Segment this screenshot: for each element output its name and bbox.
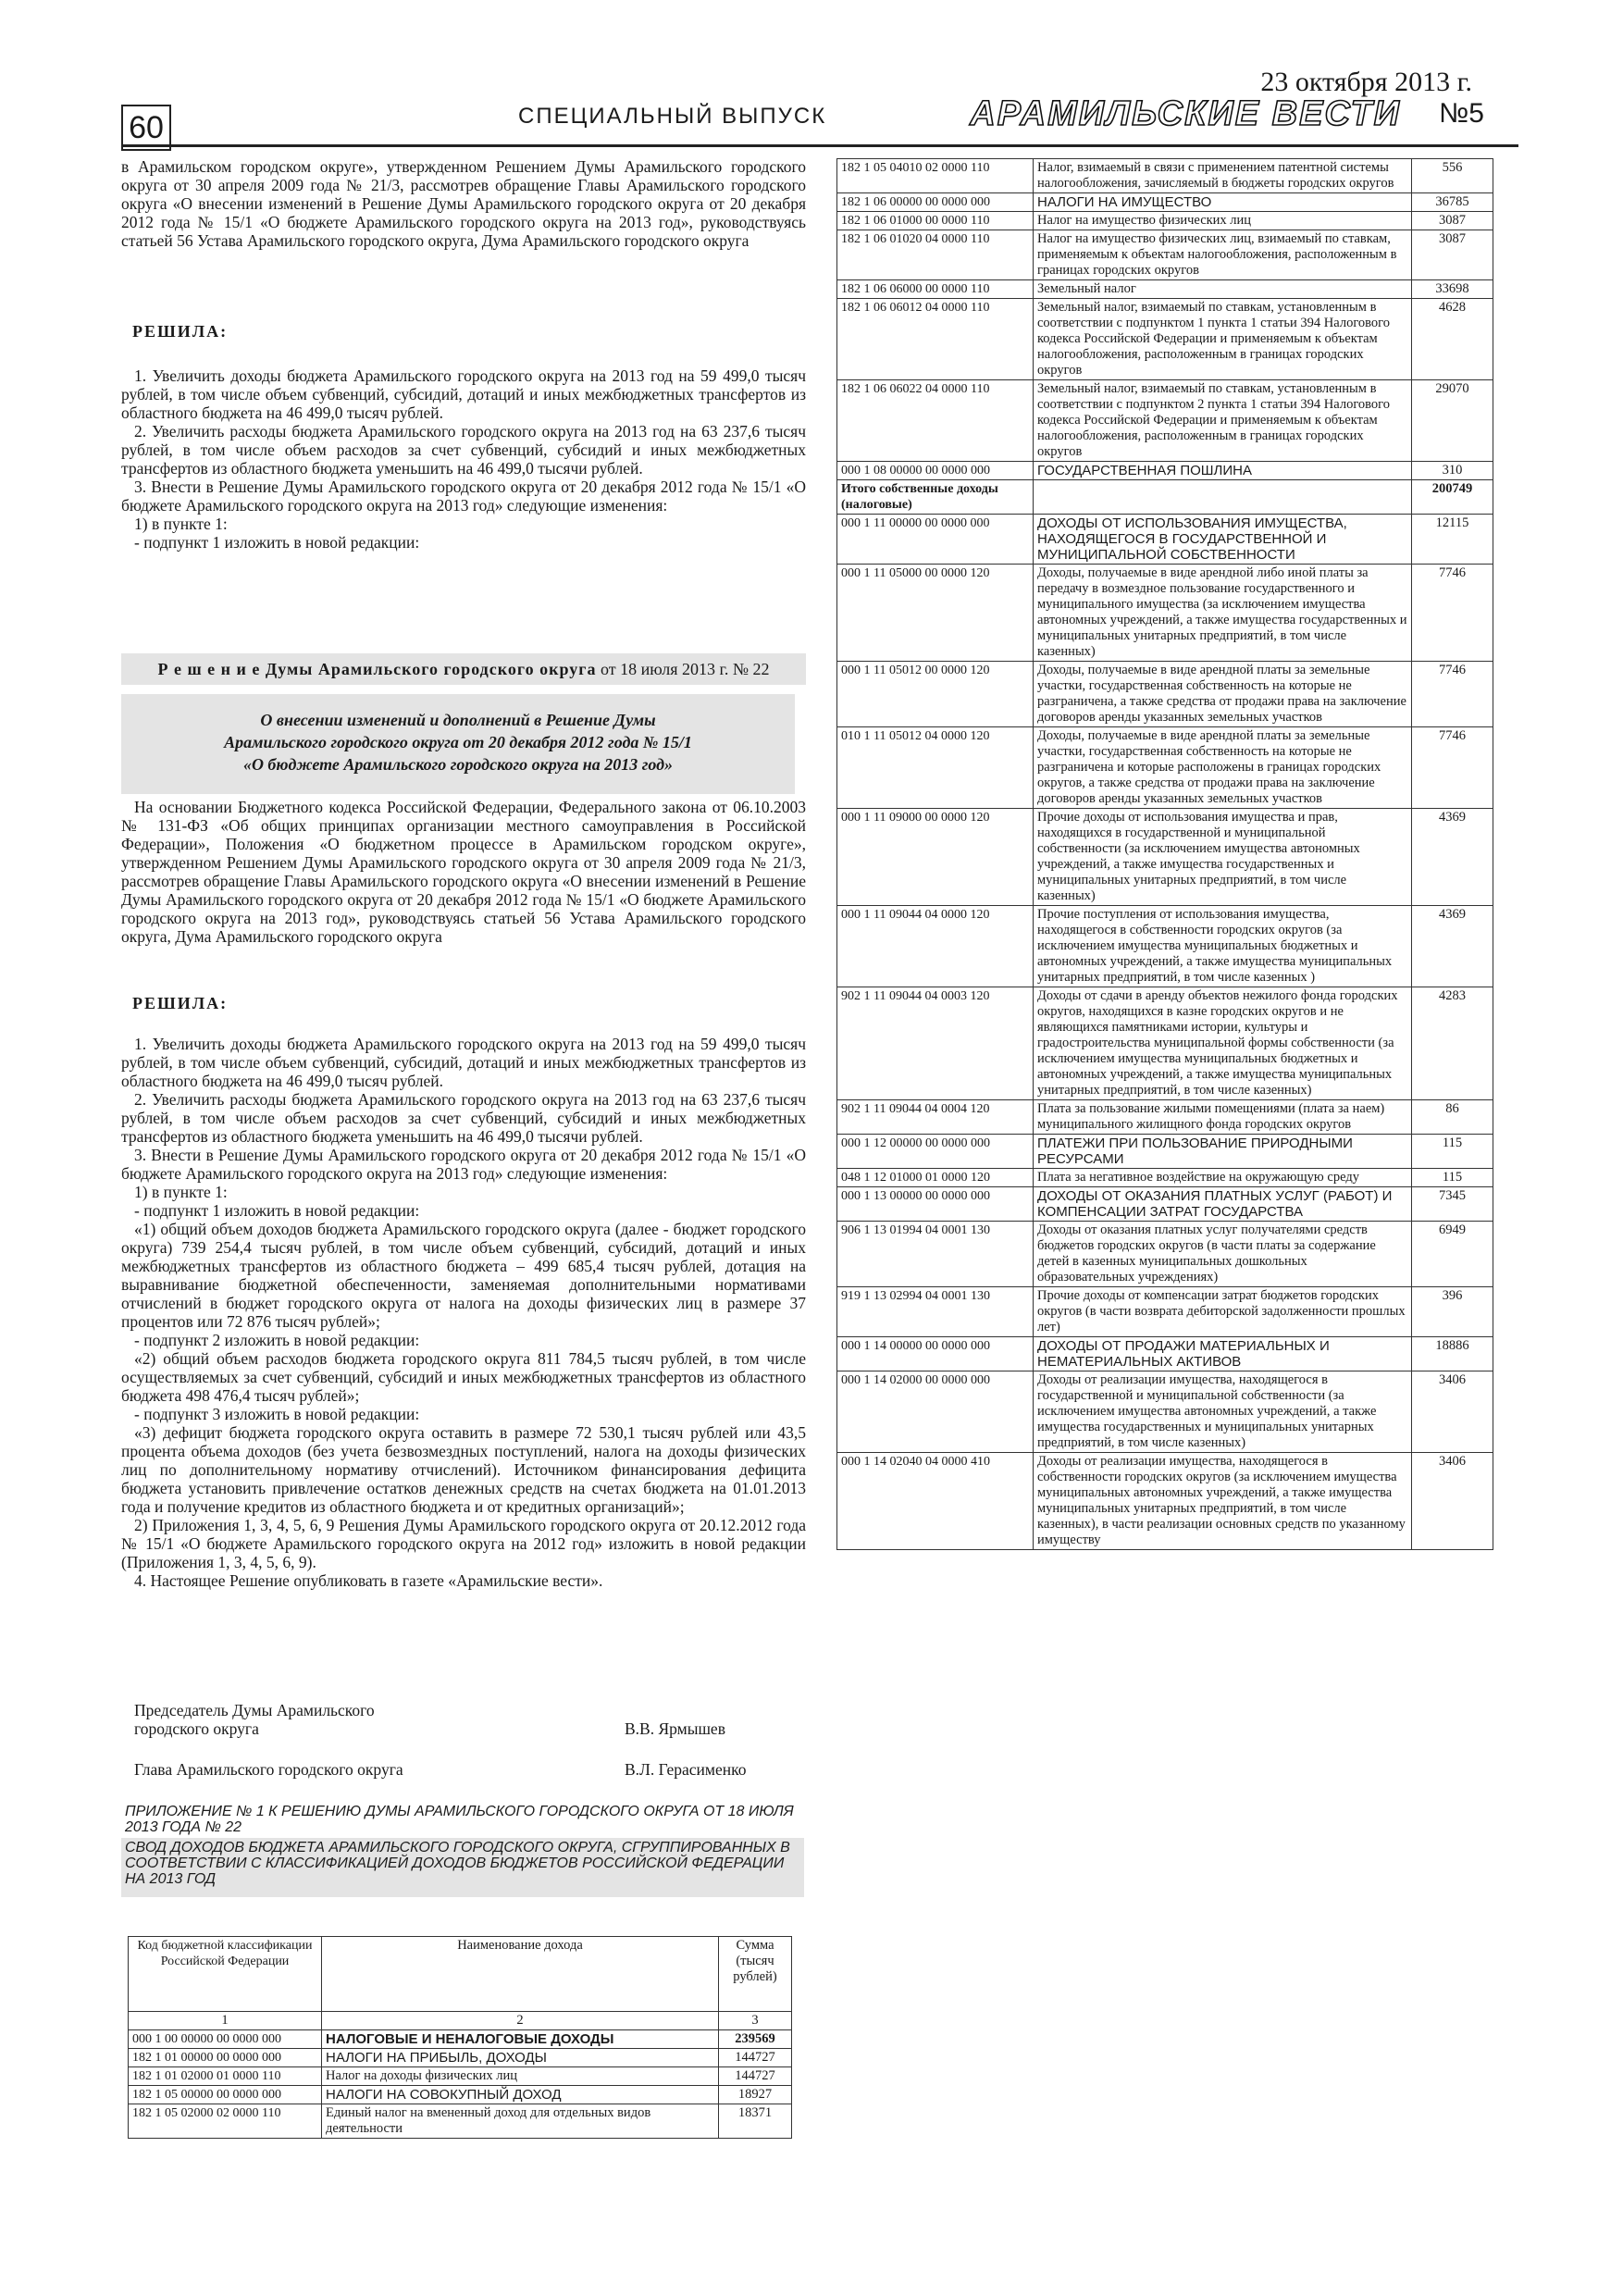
decision-item: «2) общий объем расходов бюджета городского округа 811 784,5 тысяч рублей, в том числе осуществляемых за счет субвенций, субсидий и иных межбюджетных трансфертов из областного бюджета 498 476,4 тысяч рублей»; <box>121 1349 806 1405</box>
cell-code: 000 1 08 00000 00 0000 000 <box>837 462 1034 480</box>
decision-title <box>121 694 795 794</box>
cell-code: 182 1 01 00000 00 0000 000 <box>129 2049 322 2067</box>
table-row <box>837 1169 1493 1187</box>
revenue-table-left <box>128 1936 792 2139</box>
intro-paragraph: в Арамильском городском округе», утвержденном Решением Думы Арамильского городского округа от 30 апреля 2009 года № 21/3, рассмотрев обращение Главы Арамильского городского округа «О внесении изменений в Решение Думы Арамильского городского округа от 20 декабря 2012 года № 15/1 «О бюджете Арамильского городского округа на 2013 год», руководствуясь статьей 56 Устава Арамильского городского округа, Дума Арамильского городского округа <box>121 157 806 250</box>
decision-item: 2. Увеличить расходы бюджета Арамильского городского округа на 2013 год на 63 237,6 тысяч рублей, в том числе объем расходов за счет субвенций, субсидий и иных межбюджетных трансфертов из областного бюджета уменьшить на 46 499,0 тысячи рублей. <box>121 1090 806 1146</box>
cell-sum: 7746 <box>1412 727 1493 809</box>
page-number: 60 <box>121 105 171 151</box>
head-name: В.Л. Герасименко <box>625 1760 747 1779</box>
cell-code: 010 1 11 05012 04 0000 120 <box>837 727 1034 809</box>
cell-code: 182 1 06 01020 04 0000 110 <box>837 230 1034 280</box>
resolution-heading-2: РЕШИЛА: <box>132 994 229 1012</box>
cell-code: 000 1 11 00000 00 0000 000 <box>837 515 1034 565</box>
table-row <box>837 1453 1493 1550</box>
table-row <box>837 727 1493 809</box>
cell-name: НАЛОГИ НА СОВОКУПНЫЙ ДОХОД <box>322 2086 719 2104</box>
table-row <box>837 280 1493 299</box>
decision-item: 1. Увеличить доходы бюджета Арамильского городского округа на 2013 год на 59 499,0 тысяч рублей, в том числе объем субвенций, субсидий, дотаций и иных межбюджетных трансфертов из областного бюджета на 46 499,0 тысяч рублей. <box>121 1035 806 1090</box>
cell-sum: 115 <box>1412 1135 1493 1169</box>
table-row <box>129 2086 792 2104</box>
cell-code: 182 1 05 04010 02 0000 110 <box>837 159 1034 193</box>
cell-code: 000 1 12 00000 00 0000 000 <box>837 1135 1034 1169</box>
cell-code: 902 1 11 09044 04 0003 120 <box>837 987 1034 1100</box>
basis-block <box>121 798 806 946</box>
cell-name: Доходы от оказания платных услуг получателями средств бюджетов городских округов (в части платы за содержание детей в казенных муниципальных дошкольных образовательных учреждениях) <box>1034 1222 1412 1287</box>
chair-name: В.В. Ярмышев <box>625 1719 725 1738</box>
cell-code: 902 1 11 09044 04 0004 120 <box>837 1100 1034 1135</box>
cell-sum: 3087 <box>1412 230 1493 280</box>
appendix-subtitle: СВОД ДОХОДОВ БЮДЖЕТА АРАМИЛЬСКОГО ГОРОДСКОГО ОКРУГА, СГРУППИРОВАННЫХ В СООТВЕТСТВИИ С КЛАССИФИКАЦИЕЙ ДОХОДОВ БЮДЖЕТОВ РОССИЙСКОЙ ФЕДЕРАЦИИ НА 2013 ГОД <box>121 1838 804 1897</box>
chair-title-line: Председатель Думы Арамильского <box>134 1701 375 1719</box>
header-name: Наименование дохода <box>322 1937 719 2012</box>
cell-name: НАЛОГИ НА ИМУЩЕСТВО <box>1034 193 1412 212</box>
index-3: 3 <box>719 2012 792 2030</box>
cell-name: ГОСУДАРСТВЕННАЯ ПОШЛИНА <box>1034 462 1412 480</box>
table-row <box>837 1337 1493 1371</box>
chair-title-line: городского округа <box>134 1719 259 1738</box>
table-row <box>837 906 1493 987</box>
cell-sum: 239569 <box>719 2030 792 2049</box>
table-row <box>837 1222 1493 1287</box>
cell-sum: 3087 <box>1412 212 1493 230</box>
cell-name: ДОХОДЫ ОТ ПРОДАЖИ МАТЕРИАЛЬНЫХ И НЕМАТЕРИАЛЬНЫХ АКТИВОВ <box>1034 1337 1412 1371</box>
resolution-heading: РЕШИЛА: <box>132 322 229 341</box>
cell-name: НАЛОГОВЫЕ И НЕНАЛОГОВЫЕ ДОХОДЫ <box>322 2030 719 2049</box>
cell-code: 906 1 13 01994 04 0001 130 <box>837 1222 1034 1287</box>
table-row <box>837 809 1493 906</box>
cell-code: 182 1 06 06012 04 0000 110 <box>837 299 1034 380</box>
header-code: Код бюджетной классификации Российской Федерации <box>129 1937 322 2012</box>
decision-item: 1) в пункте 1: <box>134 515 228 533</box>
table-row <box>837 1135 1493 1169</box>
appendix-title: ПРИЛОЖЕНИЕ № 1 К РЕШЕНИЮ ДУМЫ АРАМИЛЬСКОГО ГОРОДСКОГО ОКРУГА ОТ 18 ИЮЛЯ 2013 ГОДА № 22 <box>125 1804 794 1835</box>
table-header-row <box>129 1937 792 2012</box>
decision-item: 3. Внести в Решение Думы Арамильского городского округа от 20 декабря 2012 года № 15/1 «О бюджете Арамильского городского округа на 2013 год» следующие изменения: <box>121 478 806 515</box>
cell-code: 919 1 13 02994 04 0001 130 <box>837 1287 1034 1337</box>
cell-code: Итого собственные доходы (налоговые) <box>837 480 1034 515</box>
table-row <box>837 480 1493 515</box>
cell-name: Налог на имущество физических лиц, взимаемый по ставкам, применяемым к объектам налогообложения, расположенным в границах городских округов <box>1034 230 1412 280</box>
cell-name: Доходы, получаемые в виде арендной либо иной платы за передачу в возмездное пользование государственного и муниципального имущества (за исключением имущества автономных учреждений, а также имущества государственных и муниципальных унитарных предприятий, в том числе казенных) <box>1034 565 1412 662</box>
cell-code: 000 1 11 09000 00 0000 120 <box>837 809 1034 906</box>
cell-name: Налог на доходы физических лиц <box>322 2067 719 2086</box>
table-row <box>837 1287 1493 1337</box>
cell-sum: 144727 <box>719 2067 792 2086</box>
cell-name: Земельный налог <box>1034 280 1412 299</box>
cell-code: 182 1 06 01000 00 0000 110 <box>837 212 1034 230</box>
section-title: СПЕЦИАЛЬНЫЙ ВЫПУСК <box>518 104 827 129</box>
cell-name: Доходы от реализации имущества, находящегося в государственной и муниципальной собственности (за исключением имущества автономных учреждений, а также имущества государственных и муниципальных унитарных предприятий, в том числе казенных) <box>1034 1371 1412 1453</box>
cell-sum: 396 <box>1412 1287 1493 1337</box>
decision-lead: Р е ш е н и е Думы Арамильского городского округа <box>157 660 597 678</box>
second-decision-items <box>121 1035 806 1590</box>
cell-sum: 33698 <box>1412 280 1493 299</box>
decision-item: - подпункт 3 изложить в новой редакции: <box>134 1405 420 1423</box>
cell-name: Доходы, получаемые в виде арендной платы за земельные участки, государственная собственность на которые не разграничена, а также средства от продажи права на заключение договоров аренды указанных земельных участков <box>1034 662 1412 727</box>
decision-item: 2) Приложения 1, 3, 4, 5, 6, 9 Решения Думы Арамильского городского округа от 20.12.2012 года № 15/1 «О бюджете Арамильского городского округа на 2012 год» изложить в новой редакции (Приложения 1, 3, 4, 5, 6, 9). <box>121 1516 806 1571</box>
basis-paragraph: На основании Бюджетного кодекса Российской Федерации, Федерального закона от 06.10.2003 № 131-ФЗ «Об общих принципах организации местного самоуправления в Российской Федерации», Положения «О бюджетном процессе в Арамильском городском округе», утвержденном Решением Думы Арамильского городского округа от 30 апреля 2009 года № 21/3, рассмотрев обращение Главы Арамильского городского округа «О внесении изменений в Решение Думы Арамильского городского округа от 20 декабря 2012 года № 15/1 «О бюджете Арамильского городского округа на 2013 год», руководствуясь статьей 56 Устава Арамильского городского округа, Дума Арамильского городского округа <box>121 798 806 946</box>
cell-sum: 200749 <box>1412 480 1493 515</box>
cell-sum: 7746 <box>1412 565 1493 662</box>
cell-name: Налог на имущество физических лиц <box>1034 212 1412 230</box>
cell-code: 182 1 06 00000 00 0000 000 <box>837 193 1034 212</box>
table-index-row <box>129 2012 792 2030</box>
table-row <box>837 462 1493 480</box>
table-row <box>837 987 1493 1100</box>
cell-sum: 12115 <box>1412 515 1493 565</box>
cell-sum: 18886 <box>1412 1337 1493 1371</box>
revenue-table-right <box>836 158 1493 1550</box>
table-row <box>837 212 1493 230</box>
cell-code: 182 1 05 02000 02 0000 110 <box>129 2104 322 2139</box>
table-row <box>837 299 1493 380</box>
cell-code: 182 1 06 06022 04 0000 110 <box>837 380 1034 462</box>
decision-title-line: «О бюджете Арамильского городского округа на 2013 год» <box>242 755 674 774</box>
cell-name: Плата за пользование жилыми помещениями (плата за наем) муниципального жилищного фонда городских округов <box>1034 1100 1412 1135</box>
cell-sum: 4369 <box>1412 906 1493 987</box>
header-sum: Сумма (тысяч рублей) <box>719 1937 792 2012</box>
table-row <box>837 565 1493 662</box>
cell-name: Налог, взимаемый в связи с применением патентной системы налогообложения, зачисляемый в бюджеты городских округов <box>1034 159 1412 193</box>
cell-sum: 7746 <box>1412 662 1493 727</box>
table-row <box>837 1371 1493 1453</box>
cell-sum: 3406 <box>1412 1371 1493 1453</box>
decision-item: 2. Увеличить расходы бюджета Арамильского городского округа на 2013 год на 63 237,6 тысяч рублей, в том числе объем расходов за счет субвенций, субсидий и иных межбюджетных трансфертов из областного бюджета уменьшить на 46 499,0 тысячи рублей. <box>121 422 806 478</box>
cell-code: 000 1 11 09044 04 0000 120 <box>837 906 1034 987</box>
issue-date: 23 октября 2013 г. <box>1260 67 1472 97</box>
cell-sum: 7345 <box>1412 1187 1493 1222</box>
decision-title-line: О внесении изменений и дополнений в Решение Думы <box>260 711 656 729</box>
cell-name: ПЛАТЕЖИ ПРИ ПОЛЬЗОВАНИЕ ПРИРОДНЫМИ РЕСУРСАМИ <box>1034 1135 1412 1169</box>
cell-name <box>1034 480 1412 515</box>
issue-number: №5 <box>1439 98 1484 129</box>
cell-sum: 18371 <box>719 2104 792 2139</box>
decision-item: «1) общий объем доходов бюджета Арамильского городского округа (далее - бюджет городского округа) 739 254,4 тысяч рублей, в том числе объем субвенций, субсидий, дотаций и иных межбюджетных трансфертов из областного бюджета – 499 685,4 тысяч рублей, дотация на выравнивание бюджетной обеспеченности, заменяемая дополнительными нормативами отчислений в бюджет городского округа от налога на доходы физических лиц в размере 37 процентов или 72 876 тысяч рублей»; <box>121 1220 806 1331</box>
cell-name: ДОХОДЫ ОТ ОКАЗАНИЯ ПЛАТНЫХ УСЛУГ (РАБОТ) И КОМПЕНСАЦИИ ЗАТРАТ ГОСУДАРСТВА <box>1034 1187 1412 1222</box>
cell-name: Доходы, получаемые в виде арендной платы за земельные участки, государственная собственность на которые не разграничена и которые расположены в границах городских округов, а также средства от продажи права на заключение договоров аренды указанных земельных участков <box>1034 727 1412 809</box>
cell-sum: 4283 <box>1412 987 1493 1100</box>
table-row <box>129 2049 792 2067</box>
decision-item: 1) в пункте 1: <box>134 1183 228 1201</box>
table-row <box>837 1100 1493 1135</box>
cell-sum: 36785 <box>1412 193 1493 212</box>
cell-code: 000 1 14 02000 00 0000 000 <box>837 1371 1034 1453</box>
decision-item: - подпункт 2 изложить в новой редакции: <box>134 1331 420 1349</box>
cell-sum: 6949 <box>1412 1222 1493 1287</box>
cell-sum: 310 <box>1412 462 1493 480</box>
cell-sum: 86 <box>1412 1100 1493 1135</box>
cell-sum: 29070 <box>1412 380 1493 462</box>
cell-name: Прочие доходы от компенсации затрат бюджетов городских округов (в части возврата дебиторской задолженности прошлых лет) <box>1034 1287 1412 1337</box>
table-row <box>837 662 1493 727</box>
cell-name: Земельный налог, взимаемый по ставкам, установленным в соответствии с подпунктом 1 пункта 1 статьи 394 Налогового кодекса Российской Федерации и применяемым к объектам налогообложения, расположенным в границах городских округов <box>1034 299 1412 380</box>
cell-name: Плата за негативное воздействие на окружающую среду <box>1034 1169 1412 1187</box>
header-rule <box>121 144 1518 147</box>
first-decision-items <box>121 366 806 552</box>
cell-name: Доходы от реализации имущества, находящегося в собственности городских округов (за исключением имущества муниципальных автономных учреждений, а также имущества муниципальных унитарных предприятий, в том числе казенных), в части реализации основных средств по указанному имуществу <box>1034 1453 1412 1550</box>
index-1: 1 <box>129 2012 322 2030</box>
decision-item: 1. Увеличить доходы бюджета Арамильского городского округа на 2013 год на 59 499,0 тысяч рублей, в том числе объем субвенций, субсидий, дотаций и иных межбюджетных трансфертов из областного бюджета на 46 499,0 тысяч рублей. <box>121 366 806 422</box>
cell-code: 000 1 14 02040 04 0000 410 <box>837 1453 1034 1550</box>
table-row <box>837 1187 1493 1222</box>
cell-name: Доходы от сдачи в аренду объектов нежилого фонда городских округов, находящихся в казне городских округов и не являющихся памятниками истории, культуры и градостроительства муниципальной формы собственности (за исключением имущества муниципальных бюджетных и автономных учреждений, а также имущества муниципальных унитарных предприятий, в том числе казенных) <box>1034 987 1412 1100</box>
cell-code: 000 1 14 00000 00 0000 000 <box>837 1337 1034 1371</box>
table-row <box>837 159 1493 193</box>
head-title: Глава Арамильского городского округа <box>134 1760 403 1779</box>
cell-name: ДОХОДЫ ОТ ИСПОЛЬЗОВАНИЯ ИМУЩЕСТВА, НАХОДЯЩЕГОСЯ В ГОСУДАРСТВЕННОЙ И МУНИЦИПАЛЬНОЙ СОБСТВЕННОСТИ <box>1034 515 1412 565</box>
cell-sum: 4369 <box>1412 809 1493 906</box>
decision-item: - подпункт 1 изложить в новой редакции: <box>134 1201 420 1220</box>
cell-code: 000 1 11 05000 00 0000 120 <box>837 565 1034 662</box>
table-row <box>837 230 1493 280</box>
cell-code: 000 1 11 05012 00 0000 120 <box>837 662 1034 727</box>
cell-code: 000 1 13 00000 00 0000 000 <box>837 1187 1034 1222</box>
decision-title-line: Арамильского городского округа от 20 декабря 2012 года № 15/1 <box>224 733 692 751</box>
cell-code: 182 1 05 00000 00 0000 000 <box>129 2086 322 2104</box>
cell-code: 182 1 01 02000 01 0000 110 <box>129 2067 322 2086</box>
cell-sum: 4628 <box>1412 299 1493 380</box>
table-row <box>837 193 1493 212</box>
table-row <box>129 2104 792 2139</box>
chair-title <box>134 1701 375 1738</box>
cell-code: 182 1 06 06000 00 0000 110 <box>837 280 1034 299</box>
cell-sum: 18927 <box>719 2086 792 2104</box>
cell-sum: 144727 <box>719 2049 792 2067</box>
cell-name: Земельный налог, взимаемый по ставкам, установленным в соответствии с подпунктом 2 пункта 1 статьи 394 Налогового кодекса Российской Федерации и применяемым к объектам налогообложения, расположенным в границах городских округов <box>1034 380 1412 462</box>
cell-name: НАЛОГИ НА ПРИБЫЛЬ, ДОХОДЫ <box>322 2049 719 2067</box>
decision-item: «3) дефицит бюджета городского округа оставить в размере 72 530,1 тысяч рублей или 43,5 процента объема доходов (без учета безвозмездных поступлений, налога на доходы физических лиц по дополнительному нормативу отчислений). Источником финансирования дефицита бюджета установить привлечение остатков денежных средств на счетах бюджета на 01.01.2013 года и получение кредитов из областного бюджета и от кредитных организаций»; <box>121 1423 806 1516</box>
cell-name: Прочие поступления от использования имущества, находящегося в собственности городских округов (за исключением имущества муниципальных бюджетных и автономных учреждений, а также имущества муниципальных унитарных предприятий, в том числе казенных ) <box>1034 906 1412 987</box>
table-row <box>129 2030 792 2049</box>
cell-name: Прочие доходы от использования имущества и прав, находящихся в государственной и муниципальной собственности (за исключением имущества автономных учреждений, а также имущества государственных и муниципальных унитарных предприятий, в том числе казенных) <box>1034 809 1412 906</box>
cell-sum: 115 <box>1412 1169 1493 1187</box>
table-row <box>837 380 1493 462</box>
cell-sum: 3406 <box>1412 1453 1493 1550</box>
table-row <box>837 515 1493 565</box>
decision-item: - подпункт 1 изложить в новой редакции: <box>134 533 420 552</box>
decision-item: 4. Настоящее Решение опубликовать в газете «Арамильские вести». <box>134 1571 603 1590</box>
decision-item: 3. Внести в Решение Думы Арамильского городского округа от 20 декабря 2012 года № 15/1 «О бюджете Арамильского городского округа на 2013 год» следующие изменения: <box>121 1146 806 1183</box>
decision-date: от 18 июля 2013 г. № 22 <box>600 660 770 678</box>
decision-heading <box>121 653 806 685</box>
index-2: 2 <box>322 2012 719 2030</box>
newspaper-logo: АРАМИЛЬСКИЕ ВЕСТИ <box>970 94 1401 133</box>
cell-code: 048 1 12 01000 01 0000 120 <box>837 1169 1034 1187</box>
cell-sum: 556 <box>1412 159 1493 193</box>
cell-name: Единый налог на вмененный доход для отдельных видов деятельности <box>322 2104 719 2139</box>
cell-code: 000 1 00 00000 00 0000 000 <box>129 2030 322 2049</box>
table-row <box>129 2067 792 2086</box>
intro-block <box>121 157 806 250</box>
